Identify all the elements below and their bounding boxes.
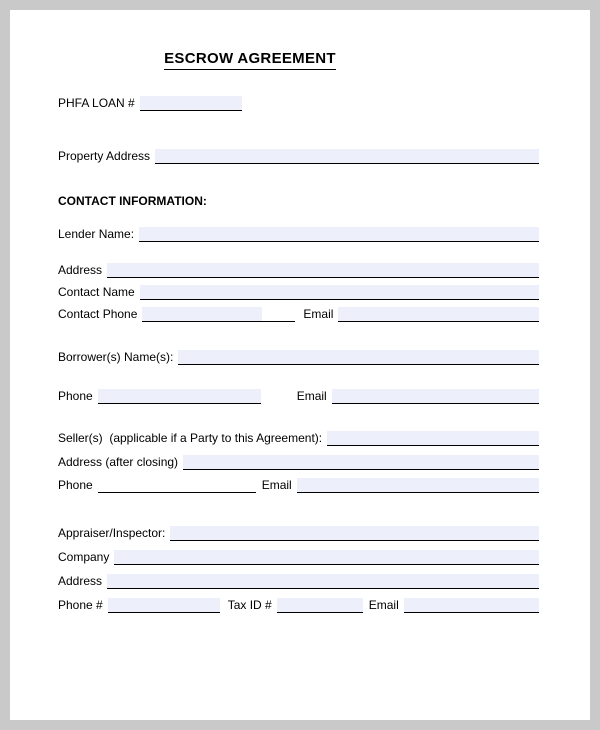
seller-phone-label: Phone — [58, 478, 93, 492]
lender-address-label: Address — [58, 263, 103, 277]
phfa-loan-field[interactable] — [140, 96, 242, 111]
contact-email-field[interactable] — [338, 307, 539, 322]
property-address-field[interactable] — [155, 149, 539, 164]
seller-email-label: Email — [261, 478, 292, 492]
contact-name-field[interactable] — [140, 285, 539, 300]
borrowers-names-field[interactable] — [178, 350, 539, 365]
appraiser-phone-label: Phone # — [58, 598, 103, 612]
appraiser-email-field[interactable] — [404, 598, 539, 613]
seller-email-field[interactable] — [297, 478, 539, 493]
tax-id-label: Tax ID # — [227, 598, 272, 612]
sellers-label: Seller(s) (applicable if a Party to this Agreement): — [58, 431, 323, 445]
contact-phone-row — [58, 307, 539, 322]
contact-email-label: Email — [303, 307, 334, 321]
property-address-row — [58, 149, 539, 164]
phone-taxid-email-row — [58, 598, 539, 613]
borrower-phone-field[interactable] — [98, 389, 261, 404]
borrowers-names-label: Borrower(s) Name(s): — [58, 350, 174, 364]
sellers-field[interactable] — [327, 431, 539, 446]
form-title-wrap — [58, 50, 442, 70]
appraiser-address-field[interactable] — [107, 574, 539, 589]
contact-phone-label: Contact Phone — [58, 307, 138, 321]
appraiser-inspector-field[interactable] — [170, 526, 539, 541]
appraiser-phone-field[interactable] — [108, 598, 220, 613]
borrower-email-field[interactable] — [332, 389, 539, 404]
contact-phone-field-extension[interactable] — [262, 307, 295, 322]
form-title: ESCROW AGREEMENT — [164, 50, 336, 70]
seller-address-label: Address (after closing) — [58, 455, 179, 469]
seller-phone-field[interactable] — [98, 478, 256, 493]
borrower-phone-label: Phone — [58, 389, 93, 403]
appraiser-inspector-row — [58, 526, 539, 541]
appraiser-inspector-label: Appraiser/Inspector: — [58, 526, 166, 540]
contact-phone-field[interactable] — [142, 307, 262, 322]
contact-information-heading: CONTACT INFORMATION: — [58, 194, 207, 208]
company-label: Company — [58, 550, 110, 564]
company-field[interactable] — [114, 550, 539, 565]
borrower-phone-row — [58, 389, 539, 404]
seller-address-row — [58, 455, 539, 470]
lender-name-field[interactable] — [139, 227, 539, 242]
appraiser-address-row — [58, 574, 539, 589]
phfa-loan-label: PHFA LOAN # — [58, 96, 135, 110]
tax-id-field[interactable] — [277, 598, 363, 613]
lender-name-label: Lender Name: — [58, 227, 135, 241]
borrower-email-label: Email — [296, 389, 327, 403]
appraiser-address-label: Address — [58, 574, 103, 588]
lender-name-row — [58, 227, 539, 242]
appraiser-email-label: Email — [368, 598, 399, 612]
seller-address-field[interactable] — [183, 455, 539, 470]
contact-name-label: Contact Name — [58, 285, 135, 299]
phfa-loan-row — [58, 96, 539, 111]
contact-name-row — [58, 285, 539, 300]
borrowers-names-row — [58, 350, 539, 365]
property-address-label: Property Address — [58, 149, 151, 163]
company-row — [58, 550, 539, 565]
lender-address-field[interactable] — [107, 263, 539, 278]
lender-address-row — [58, 263, 539, 278]
sellers-row — [58, 431, 539, 446]
seller-phone-row — [58, 478, 539, 493]
